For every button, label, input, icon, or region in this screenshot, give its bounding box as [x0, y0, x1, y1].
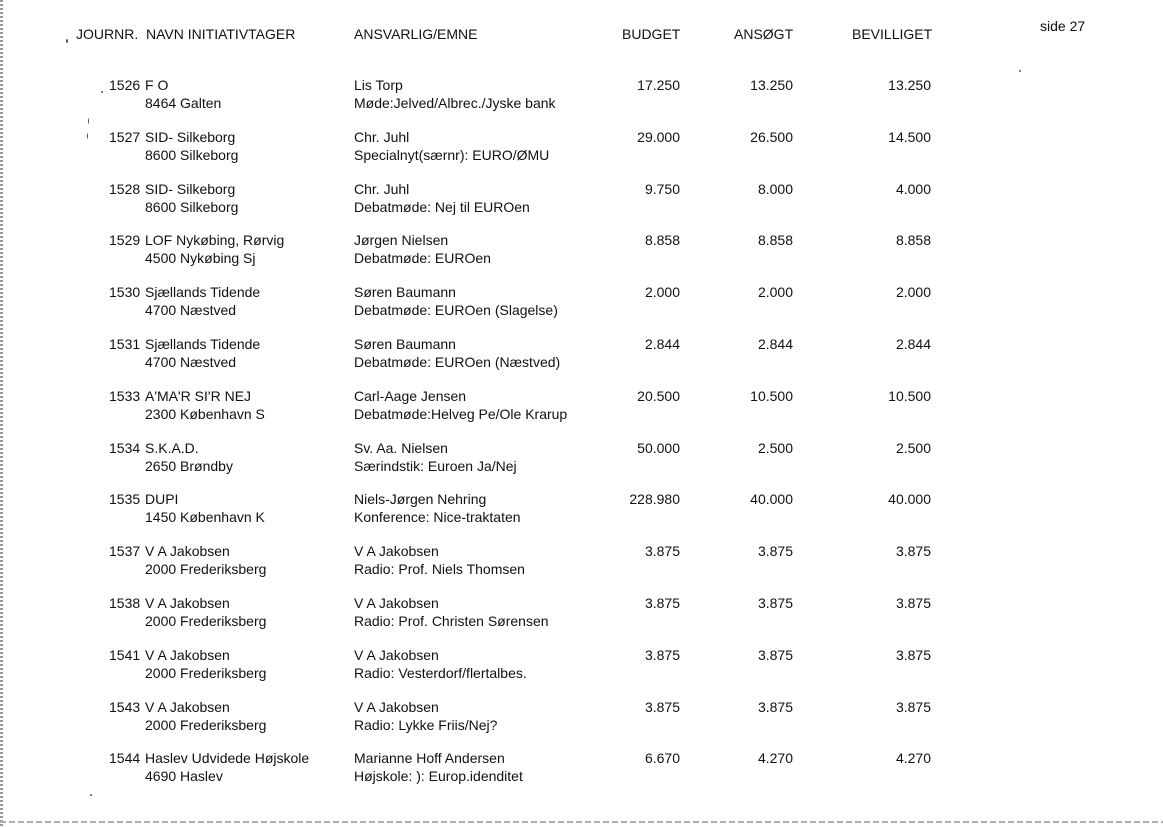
bevilliget-value: 13.250 — [888, 77, 931, 93]
initiator-name: V A Jakobsen — [145, 543, 230, 559]
bevilliget-value: 4.000 — [895, 181, 931, 197]
budget-value: 50.000 — [637, 440, 680, 456]
initiator-address: 1450 København K — [145, 509, 265, 525]
budget-value: 3.875 — [644, 543, 680, 559]
bevilliget-value: 2.500 — [895, 440, 931, 456]
initiator-name: SID- Silkeborg — [145, 129, 236, 145]
journal-number: 1538 — [109, 595, 141, 611]
topic-text: Specialnyt(særnr): EURO/ØMU — [354, 147, 550, 163]
initiator-address: 2000 Frederiksberg — [145, 665, 267, 681]
ansoegt-value: 10.500 — [750, 388, 793, 404]
budget-value: 8.858 — [644, 232, 680, 248]
ansoegt-value: 26.500 — [750, 129, 793, 145]
responsible-person: Niels-Jørgen Nehring — [354, 491, 487, 507]
ansoegt-value: 3.875 — [757, 699, 793, 715]
initiator-address: 8600 Silkeborg — [145, 147, 239, 163]
initiator-name: SID- Silkeborg — [145, 181, 236, 197]
journal-number: 1541 — [109, 647, 141, 663]
bevilliget-value: 8.858 — [895, 232, 931, 248]
table-row — [0, 647, 1163, 687]
table-row — [0, 491, 1163, 531]
initiator-name: V A Jakobsen — [145, 647, 230, 663]
responsible-person: V A Jakobsen — [354, 699, 439, 715]
budget-value: 2.844 — [644, 336, 680, 352]
initiator-name: Sjællands Tidende — [145, 336, 261, 352]
initiator-address: 2000 Frederiksberg — [145, 613, 267, 629]
initiator-address: 2000 Frederiksberg — [145, 561, 267, 577]
scan-speck — [88, 118, 89, 124]
topic-text: Debatmøde: EUROen (Slagelse) — [354, 302, 558, 318]
table-row — [0, 129, 1163, 169]
table-row — [0, 543, 1163, 583]
initiator-name: V A Jakobsen — [145, 595, 230, 611]
responsible-person: Marianne Hoff Andersen — [354, 750, 505, 766]
table-row — [0, 388, 1163, 428]
initiator-name: F O — [145, 77, 169, 93]
initiator-address: 2300 København S — [145, 406, 265, 422]
journal-number: 1537 — [109, 543, 141, 559]
topic-text: Radio: Prof. Niels Thomsen — [354, 561, 525, 577]
ansoegt-value: 3.875 — [757, 595, 793, 611]
topic-text: Debatmøde: EUROen — [354, 250, 491, 266]
topic-text: Debatmøde: Nej til EUROen — [354, 199, 530, 215]
journal-number: 1535 — [109, 491, 141, 507]
budget-value: 17.250 — [637, 77, 680, 93]
bevilliget-value: 14.500 — [888, 129, 931, 145]
topic-text: Radio: Lykke Friis/Nej? — [354, 717, 498, 733]
bevilliget-value: 3.875 — [895, 699, 931, 715]
table-row — [0, 181, 1163, 221]
budget-value: 3.875 — [644, 699, 680, 715]
header-navn: NAVN INITIATIVTAGER — [146, 26, 296, 42]
initiator-name: DUPI — [145, 491, 179, 507]
initiator-name: V A Jakobsen — [145, 699, 230, 715]
bevilliget-value: 4.270 — [895, 750, 931, 766]
initiator-address: 2000 Frederiksberg — [145, 717, 267, 733]
budget-value: 3.875 — [644, 595, 680, 611]
ansoegt-value: 8.858 — [757, 232, 793, 248]
bevilliget-value: 3.875 — [895, 647, 931, 663]
journal-number: 1527 — [109, 129, 141, 145]
journal-number: 1544 — [109, 750, 141, 766]
responsible-person: Chr. Juhl — [354, 129, 410, 145]
table-row — [0, 336, 1163, 376]
bevilliget-value: 40.000 — [888, 491, 931, 507]
header-ansoegt: ANSØGT — [734, 26, 794, 42]
ansoegt-value: 2.000 — [757, 284, 793, 300]
ansoegt-value: 4.270 — [757, 750, 793, 766]
responsible-person: V A Jakobsen — [354, 647, 439, 663]
scan-speck — [1019, 70, 1021, 72]
journal-number: 1543 — [109, 699, 141, 715]
responsible-person: Chr. Juhl — [354, 181, 410, 197]
topic-text: Debatmøde:Helveg Pe/Ole Krarup — [354, 406, 568, 422]
initiator-name: Sjællands Tidende — [145, 284, 261, 300]
topic-text: Konference: Nice-traktaten — [354, 509, 521, 525]
journal-number: 1530 — [109, 284, 141, 300]
bevilliget-value: 2.844 — [895, 336, 931, 352]
table-row — [0, 595, 1163, 635]
bevilliget-value: 10.500 — [888, 388, 931, 404]
bevilliget-value: 3.875 — [895, 543, 931, 559]
responsible-person: Carl-Aage Jensen — [354, 388, 467, 404]
topic-text: Debatmøde: EUROen (Næstved) — [354, 354, 561, 370]
journal-number: 1531 — [109, 336, 141, 352]
ansoegt-value: 13.250 — [750, 77, 793, 93]
budget-value: 29.000 — [637, 129, 680, 145]
header-budget: BUDGET — [622, 26, 681, 42]
responsible-person: V A Jakobsen — [354, 595, 439, 611]
ansoegt-value: 40.000 — [750, 491, 793, 507]
journal-number: 1533 — [109, 388, 141, 404]
table-row — [0, 232, 1163, 272]
ansoegt-value: 3.875 — [757, 543, 793, 559]
bevilliget-value: 2.000 — [895, 284, 931, 300]
responsible-person: Søren Baumann — [354, 284, 456, 300]
table-row — [0, 440, 1163, 480]
ansoegt-value: 2.844 — [757, 336, 793, 352]
scan-speck — [66, 39, 68, 43]
responsible-person: Jørgen Nielsen — [354, 232, 449, 248]
header-ansvarlig: ANSVARLIG/EMNE — [354, 26, 478, 42]
initiator-address: 8600 Silkeborg — [145, 199, 239, 215]
topic-text: Møde:Jelved/Albrec./Jyske bank — [354, 95, 556, 111]
budget-value: 2.000 — [644, 284, 680, 300]
responsible-person: V A Jakobsen — [354, 543, 439, 559]
bevilliget-value: 3.875 — [895, 595, 931, 611]
budget-value: 228.980 — [629, 491, 680, 507]
responsible-person: Sv. Aa. Nielsen — [354, 440, 448, 456]
journal-number: 1526 — [109, 77, 141, 93]
header-journr: JOURNR. — [76, 26, 139, 42]
budget-value: 3.875 — [644, 647, 680, 663]
initiator-address: 4500 Nykøbing Sj — [145, 250, 256, 266]
table-row — [0, 750, 1163, 790]
responsible-person: Søren Baumann — [354, 336, 456, 352]
initiator-address: 4700 Næstved — [145, 354, 237, 370]
responsible-person: Lis Torp — [354, 77, 403, 93]
journal-number: 1529 — [109, 232, 141, 248]
initiator-address: 2650 Brøndby — [145, 458, 233, 474]
header-bevilliget: BEVILLIGET — [852, 26, 933, 42]
ansoegt-value: 3.875 — [757, 647, 793, 663]
topic-text: Højskole: ): Europ.idenditet — [354, 768, 523, 784]
initiator-address: 4690 Haslev — [145, 768, 223, 784]
page-number: side 27 — [1040, 18, 1086, 34]
budget-value: 20.500 — [637, 388, 680, 404]
journal-number: 1528 — [109, 181, 141, 197]
budget-value: 6.670 — [644, 750, 680, 766]
initiator-name: LOF Nykøbing, Rørvig — [145, 232, 285, 248]
initiator-name: Haslev Udvidede Højskole — [145, 750, 310, 766]
topic-text: Særindstik: Euroen Ja/Nej — [354, 458, 517, 474]
table-row — [0, 699, 1163, 739]
initiator-name: A'MA'R SI'R NEJ — [145, 388, 252, 404]
journal-number: 1534 — [109, 440, 141, 456]
initiator-address: 8464 Galten — [145, 95, 222, 111]
topic-text: Radio: Prof. Christen Sørensen — [354, 613, 549, 629]
initiator-name: S.K.A.D. — [145, 440, 199, 456]
ansoegt-value: 2.500 — [757, 440, 793, 456]
initiator-address: 4700 Næstved — [145, 302, 237, 318]
budget-value: 9.750 — [644, 181, 680, 197]
scan-speck — [90, 794, 92, 796]
ansoegt-value: 8.000 — [757, 181, 793, 197]
table-row — [0, 77, 1163, 117]
topic-text: Radio: Vesterdorf/flertalbes. — [354, 665, 527, 681]
scan-edge-bottom — [0, 821, 1163, 823]
table-row — [0, 284, 1163, 324]
